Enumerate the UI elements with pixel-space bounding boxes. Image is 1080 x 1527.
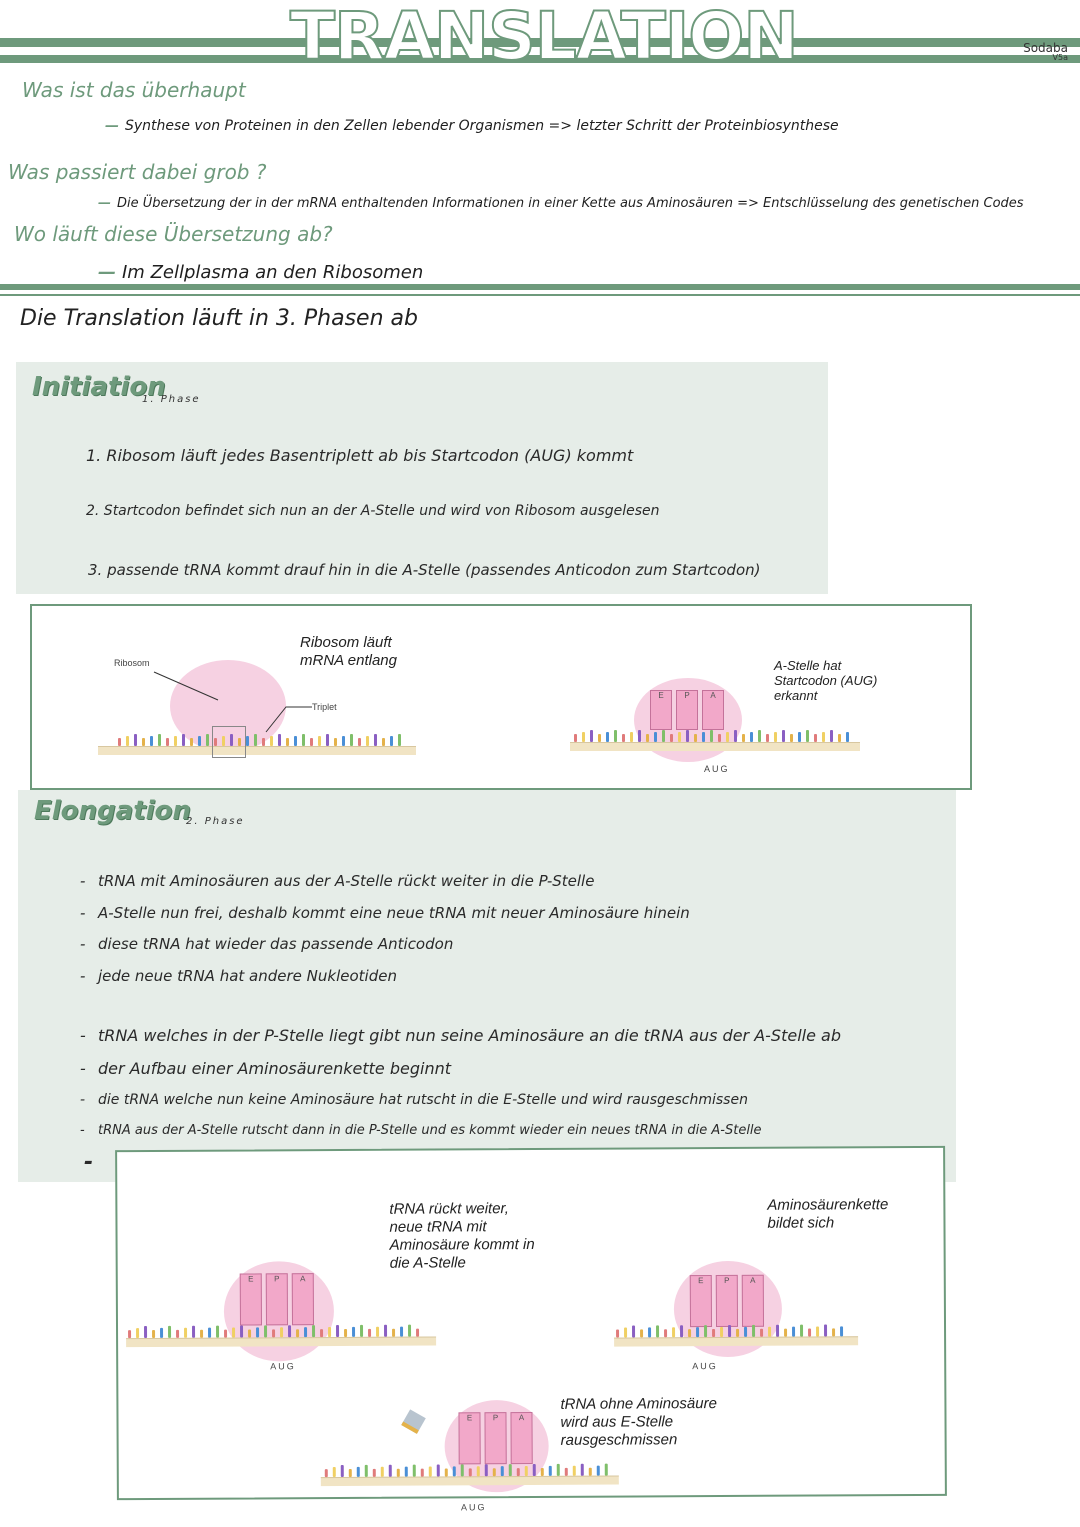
elongation-bullet-8: - tRNA aus der A-Stelle rutscht dann in die P-Stelle und es kommt wieder ein neues tRNA in die A-Stelle	[80, 1123, 762, 1138]
nucleotide	[784, 1329, 787, 1337]
mrna-nucleotides-1	[118, 732, 408, 746]
nucleotide	[128, 1330, 131, 1338]
nucleotide	[790, 734, 793, 742]
nucleotide	[590, 730, 593, 742]
nucleotide	[782, 730, 785, 742]
elongation-bullet-3: - diese tRNA hat wieder das passende Anticodon	[80, 935, 454, 953]
nucleotide	[333, 1467, 336, 1477]
nucleotide	[382, 738, 385, 746]
nucleotide	[397, 1469, 400, 1477]
nucleotide	[390, 736, 393, 746]
nucleotide	[702, 732, 705, 742]
nucleotide	[342, 736, 345, 746]
nucleotide	[166, 738, 169, 746]
nucleotide	[184, 1328, 187, 1338]
nucleotide	[262, 738, 265, 746]
nucleotide	[678, 732, 681, 742]
nucleotide	[752, 1325, 755, 1337]
nucleotide	[664, 1329, 667, 1337]
elongation-subtitle: 2. Phase	[186, 816, 245, 827]
nucleotide	[573, 1466, 576, 1476]
nucleotide	[176, 1330, 179, 1338]
nucleotide	[429, 1467, 432, 1477]
nucleotide	[710, 730, 713, 742]
initiation-step-2: 2. Startcodon befindet sich nun an der A-Stelle und wird von Ribosom ausgelesen	[86, 503, 660, 519]
nucleotide	[200, 1330, 203, 1338]
nucleotide	[646, 734, 649, 742]
nucleotide	[680, 1325, 683, 1337]
nucleotide	[288, 1325, 291, 1337]
divider-thin	[0, 294, 1080, 296]
nucleotide	[206, 734, 209, 746]
nucleotide	[350, 734, 353, 746]
nucleotide	[254, 734, 257, 746]
nucleotide	[368, 1329, 371, 1337]
nucleotide	[272, 1329, 275, 1337]
nucleotide	[461, 1464, 464, 1476]
nucleotide	[320, 1329, 323, 1337]
nucleotide	[760, 1329, 763, 1337]
nucleotide	[445, 1468, 448, 1476]
nucleotide	[264, 1325, 267, 1337]
nucleotide	[280, 1327, 283, 1337]
elongation-bullet-5: - tRNA welches in der P-Stelle liegt gibt nun seine Aminosäure an die tRNA aus der A-Stelle ab	[80, 1026, 841, 1045]
nucleotide	[656, 1325, 659, 1337]
nucleotide	[630, 732, 633, 742]
nucleotide	[838, 734, 841, 742]
nucleotide	[726, 732, 729, 742]
nucleotide	[357, 1467, 360, 1477]
nucleotide	[374, 734, 377, 746]
author-signature: Sodaba V5a	[1023, 41, 1068, 62]
nucleotide	[312, 1325, 315, 1337]
site-p-2: P	[716, 1275, 738, 1327]
nucleotide	[605, 1464, 608, 1476]
nucleotide	[416, 1329, 419, 1337]
nucleotide	[662, 730, 665, 742]
nucleotide	[182, 734, 185, 746]
caption-trna-rueckt: tRNA rückt weiter, neue tRNA mit Aminosäure kommt in die A-Stelle	[389, 1200, 535, 1272]
site-e: E	[650, 690, 672, 730]
site-e-2: E	[690, 1275, 712, 1327]
divider-thick	[0, 284, 1080, 290]
nucleotide	[405, 1467, 408, 1477]
caption-aminosaeurenkette: Aminosäurenkette bildet sich	[767, 1196, 889, 1232]
mrna-nucleotides-3	[128, 1323, 428, 1339]
nucleotide	[694, 734, 697, 742]
mrna-strand-5	[321, 1476, 619, 1487]
nucleotide	[240, 1326, 243, 1338]
nucleotide	[712, 1329, 715, 1337]
nucleotide	[776, 1325, 779, 1337]
nucleotide	[501, 1466, 504, 1476]
nucleotide	[144, 1326, 147, 1338]
nucleotide	[648, 1327, 651, 1337]
mrna-strand-4	[614, 1336, 858, 1346]
nucleotide	[622, 734, 625, 742]
nucleotide	[408, 1325, 411, 1337]
nucleotide	[216, 1326, 219, 1338]
nucleotide	[136, 1328, 139, 1338]
nucleotide	[798, 732, 801, 742]
aug-label-1: AUG	[704, 764, 730, 774]
site-p-1: P	[266, 1273, 288, 1325]
mrna-nucleotides-2	[574, 728, 854, 742]
nucleotide	[493, 1468, 496, 1476]
nucleotide	[190, 738, 193, 746]
nucleotide	[736, 1329, 739, 1337]
ejected-trna	[401, 1409, 426, 1434]
nucleotide	[286, 738, 289, 746]
nucleotide	[696, 1327, 699, 1337]
nucleotide	[384, 1325, 387, 1337]
nucleotide	[598, 734, 601, 742]
nucleotide	[768, 1327, 771, 1337]
label-ribosom: Ribosom	[114, 658, 150, 668]
question-2: Was passiert dabei grob ?	[8, 160, 267, 184]
aug-label-2: AUG	[270, 1361, 296, 1372]
nucleotide	[672, 1327, 675, 1337]
elongation-title: Elongation	[34, 796, 191, 826]
nucleotide	[750, 732, 753, 742]
nucleotide	[118, 738, 121, 746]
elongation-bullet-6: - der Aufbau einer Aminosäurenkette beginnt	[80, 1059, 451, 1078]
nucleotide	[614, 730, 617, 742]
site-a: A	[702, 690, 724, 730]
nucleotide	[126, 736, 129, 746]
nucleotide	[232, 1328, 235, 1338]
nucleotide	[758, 730, 761, 742]
nucleotide	[469, 1468, 472, 1476]
caption-ribosom-laeuft: Ribosom läuft mRNA entlang	[300, 634, 397, 669]
nucleotide	[704, 1325, 707, 1337]
initiation-step-1: 1. Ribosom läuft jedes Basentriplett ab bis Startcodon (AUG) kommt	[86, 446, 634, 465]
caption-trna-ohne: tRNA ohne Aminosäure wird aus E-Stelle rausgeschmissen	[560, 1395, 717, 1449]
nucleotide	[328, 1327, 331, 1337]
nucleotide	[742, 734, 745, 742]
aug-label-3: AUG	[692, 1361, 718, 1372]
nucleotide	[565, 1468, 568, 1476]
nucleotide	[640, 1329, 643, 1337]
nucleotide	[582, 732, 585, 742]
nucleotide	[168, 1326, 171, 1338]
nucleotide	[310, 738, 313, 746]
nucleotide	[766, 734, 769, 742]
initiation-step-3: 3. passende tRNA kommt drauf hin in die A-Stelle (passendes Anticodon zum Startcodon)	[88, 561, 761, 579]
initiation-subtitle: 1. Phase	[142, 394, 201, 405]
nucleotide	[224, 1330, 227, 1338]
elongation-bullet-7: - die tRNA welche nun keine Aminosäure hat rutscht in die E-Stelle und wird rausgeschmissen	[80, 1092, 748, 1108]
nucleotide	[174, 736, 177, 746]
site-a-2: A	[742, 1275, 764, 1327]
nucleotide	[728, 1325, 731, 1337]
nucleotide	[392, 1329, 395, 1337]
nucleotide	[616, 1330, 619, 1338]
mrna-strand-1	[98, 746, 416, 755]
nucleotide	[541, 1468, 544, 1476]
nucleotide	[334, 738, 337, 746]
nucleotide	[336, 1325, 339, 1337]
nucleotide	[134, 734, 137, 746]
nucleotide	[686, 730, 689, 742]
nucleotide	[800, 1325, 803, 1337]
label-triplet: Triplet	[312, 702, 337, 712]
phases-heading: Die Translation läuft in 3. Phasen ab	[20, 306, 418, 331]
nucleotide	[549, 1466, 552, 1476]
nucleotide	[304, 1327, 307, 1337]
site-p: P	[676, 690, 698, 730]
nucleotide	[256, 1327, 259, 1337]
nucleotide	[624, 1327, 627, 1337]
elongation-bullet-2: - A-Stelle nun frei, deshalb kommt eine neue tRNA mit neuer Aminosäure hinein	[80, 904, 690, 922]
nucleotide	[158, 734, 161, 746]
ribosom-pointer	[152, 666, 222, 706]
nucleotide	[376, 1327, 379, 1337]
mrna-strand-2	[570, 742, 860, 751]
site-e-3: E	[458, 1412, 480, 1464]
nucleotide	[421, 1469, 424, 1477]
aug-label-4: AUG	[460, 1502, 487, 1513]
nucleotide	[654, 732, 657, 742]
nucleotide	[400, 1327, 403, 1337]
nucleotide	[808, 1329, 811, 1337]
nucleotide	[389, 1465, 392, 1477]
nucleotide	[744, 1327, 747, 1337]
nucleotide	[597, 1466, 600, 1476]
nucleotide	[846, 732, 849, 742]
elongation-bullet-4: - jede neue tRNA hat andere Nukleotiden	[80, 967, 397, 985]
caption-a-stelle: A-Stelle hat Startcodon (AUG) erkannt	[774, 658, 878, 703]
nucleotide	[525, 1466, 528, 1476]
nucleotide	[774, 732, 777, 742]
nucleotide	[792, 1327, 795, 1337]
nucleotide	[160, 1328, 163, 1338]
nucleotide	[248, 1329, 251, 1337]
answer-1: — Synthese von Proteinen in den Zellen lebender Organismen => letzter Schritt der Proteinbiosynthese	[105, 118, 839, 134]
mrna-strand-3	[126, 1336, 436, 1347]
nucleotide	[822, 732, 825, 742]
nucleotide	[806, 730, 809, 742]
nucleotide	[365, 1465, 368, 1477]
nucleotide	[398, 734, 401, 746]
nucleotide	[344, 1329, 347, 1337]
nucleotide	[341, 1465, 344, 1477]
nucleotide	[150, 736, 153, 746]
nucleotide	[581, 1464, 584, 1476]
nucleotide	[485, 1464, 488, 1476]
nucleotide	[840, 1326, 843, 1336]
answer-3: — Im Zellplasma an den Ribosomen	[98, 262, 424, 283]
initiation-figure	[30, 604, 972, 790]
nucleotide	[509, 1464, 512, 1476]
nucleotide	[198, 736, 201, 746]
nucleotide	[366, 736, 369, 746]
nucleotide	[318, 736, 321, 746]
nucleotide	[413, 1465, 416, 1477]
nucleotide	[192, 1326, 195, 1338]
initiation-title: Initiation	[32, 372, 166, 402]
nucleotide	[517, 1468, 520, 1476]
nucleotide	[720, 1327, 723, 1337]
nucleotide	[381, 1467, 384, 1477]
nucleotide	[477, 1466, 480, 1476]
site-p-3: P	[484, 1412, 506, 1464]
nucleotide	[296, 1329, 299, 1337]
nucleotide	[632, 1325, 635, 1337]
nucleotide	[606, 732, 609, 742]
nucleotide	[278, 734, 281, 746]
elongation-figure	[115, 1146, 947, 1513]
elongation-bullet-1: - tRNA mit Aminosäuren aus der A-Stelle rückt weiter in die P-Stelle	[80, 872, 595, 890]
nucleotide	[246, 736, 249, 746]
nucleotide	[349, 1469, 352, 1477]
nucleotide	[352, 1327, 355, 1337]
mrna-nucleotides-4	[616, 1322, 852, 1337]
nucleotide	[814, 734, 817, 742]
nucleotide	[688, 1329, 691, 1337]
nucleotide	[574, 734, 577, 742]
nucleotide	[453, 1466, 456, 1476]
nucleotide	[373, 1469, 376, 1477]
site-e-1: E	[240, 1273, 262, 1325]
nucleotide	[816, 1326, 819, 1336]
nucleotide	[832, 1328, 835, 1336]
nucleotide	[557, 1464, 560, 1476]
site-a-3: A	[510, 1412, 532, 1464]
answer-2: — Die Übersetzung der in der mRNA enthaltenden Informationen in einer Kette aus Aminosäuren => Entschlüsselung des genetischen Codes	[98, 196, 1024, 211]
nucleotide	[718, 734, 721, 742]
triplet-box	[212, 726, 246, 758]
page-title: TRANSLATION	[290, 0, 798, 75]
nucleotide	[830, 730, 833, 742]
nucleotide	[152, 1330, 155, 1338]
nucleotide	[270, 736, 273, 746]
nucleotide	[326, 734, 329, 746]
question-1: Was ist das überhaupt	[22, 78, 246, 102]
nucleotide	[294, 736, 297, 746]
mrna-nucleotides-5	[325, 1462, 615, 1478]
site-a-1: A	[292, 1273, 314, 1325]
nucleotide	[325, 1469, 328, 1477]
nucleotide	[142, 738, 145, 746]
nucleotide	[533, 1464, 536, 1476]
nucleotide	[437, 1464, 440, 1476]
nucleotide	[358, 738, 361, 746]
question-3: Wo läuft diese Übersetzung ab?	[14, 222, 333, 246]
nucleotide	[302, 734, 305, 746]
nucleotide	[208, 1328, 211, 1338]
elongation-bullet-empty: -	[84, 1150, 94, 1175]
nucleotide	[824, 1324, 827, 1336]
nucleotide	[638, 730, 641, 742]
nucleotide	[589, 1468, 592, 1476]
nucleotide	[670, 734, 673, 742]
nucleotide	[360, 1325, 363, 1337]
nucleotide	[734, 730, 737, 742]
